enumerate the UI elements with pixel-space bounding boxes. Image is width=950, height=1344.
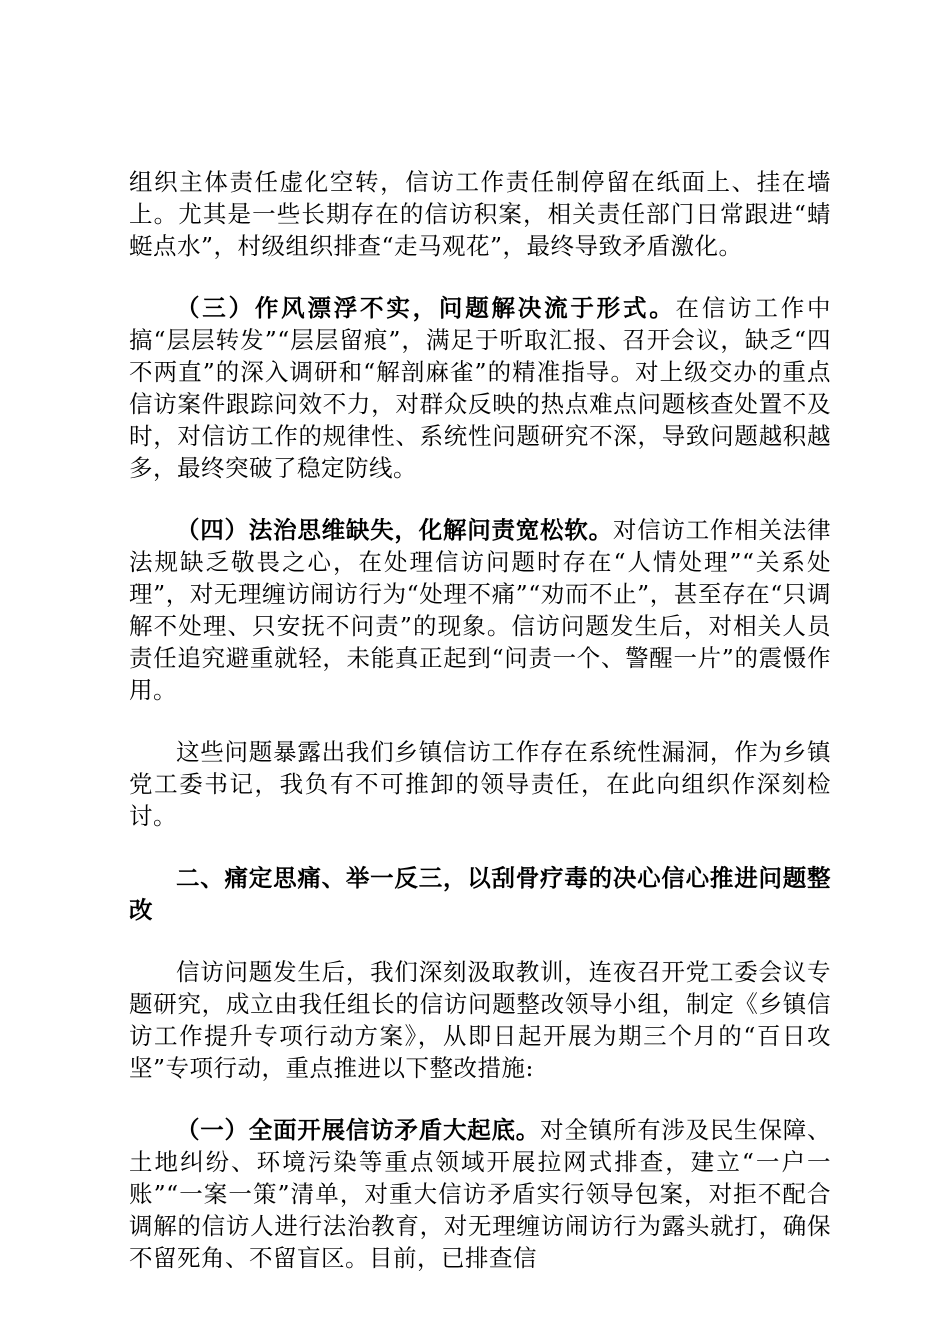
paragraph-text: 信访问题发生后，我们深刻汲取教训，连夜召开党工委会议专题研究，成立由我任组长的信访问题整改领导小组，制定《乡镇信访工作提升专项行动方案》，从即日起开展为期三个月的“百日攻坚”专项行动，重点推进以下整改措施: — [129, 958, 831, 1082]
paragraph-text: 组织主体责任虚化空转，信访工作责任制停留在纸面上、挂在墙上。尤其是一些长期存在的信访积案，相关责任部门日常跟进“蜻蜓点水”，村级组织排查“走马观花”，最终导致矛盾激化。 — [129, 168, 831, 260]
section-heading-2: 二、痛定思痛、举一反三，以刮骨疗毒的决心信心推进问题整改 — [129, 864, 831, 924]
paragraph-measure-1 — [129, 1114, 831, 1274]
paragraph-section-3 — [129, 292, 831, 484]
paragraph-text: 对全镇所有涉及民生保障、土地纠纷、环境污染等重点领域开展拉网式排查，建立“一户一账”“一案一策”清单，对重大信访矛盾实行领导包案，对拒不配合调解的信访人进行法治教育，对无理缠访闹访行为露头就打，确保不留死角、不留盲区。目前，已排查信 — [129, 1116, 832, 1272]
paragraph-lead: （三）作风漂浮不实，问题解决流于形式。 — [176, 294, 676, 322]
paragraph-intro-rectification — [129, 956, 831, 1084]
document-page — [129, 166, 831, 1274]
paragraph-text: 这些问题暴露出我们乡镇信访工作存在系统性漏洞，作为乡镇党工委书记，我负有不可推卸的领导责任，在此向组织作深刻检讨。 — [129, 738, 831, 830]
paragraph-summary — [129, 736, 831, 832]
paragraph-section-4 — [129, 514, 831, 706]
paragraph-text: 在信访工作中搞“层层转发”“层层留痕”，满足于听取汇报、召开会议，缺乏“四不两直”的深入调研和“解剖麻雀”的精准指导。对上级交办的重点信访案件跟踪问效不力，对群众反映的热点难点问题核查处置不及时，对信访工作的规律性、系统性问题研究不深，导致问题越积越多，最终突破了稳定防线。 — [129, 294, 832, 482]
paragraph-lead: （四）法治思维缺失，化解问责宽松软。 — [176, 516, 613, 544]
paragraph-lead: （一）全面开展信访矛盾大起底。 — [176, 1116, 541, 1144]
paragraph-continuation — [129, 166, 831, 262]
paragraph-text: 对信访工作相关法律法规缺乏敬畏之心，在处理信访问题时存在“人情处理”“关系处理”，对无理缠访闹访行为“处理不痛”“劝而不止”，甚至存在“只调解不处理、只安抚不问责”的现象。信访问题发生后，对相关人员责任追究避重就轻，未能真正起到“问责一个、警醒一片”的震慑作用。 — [129, 516, 832, 704]
